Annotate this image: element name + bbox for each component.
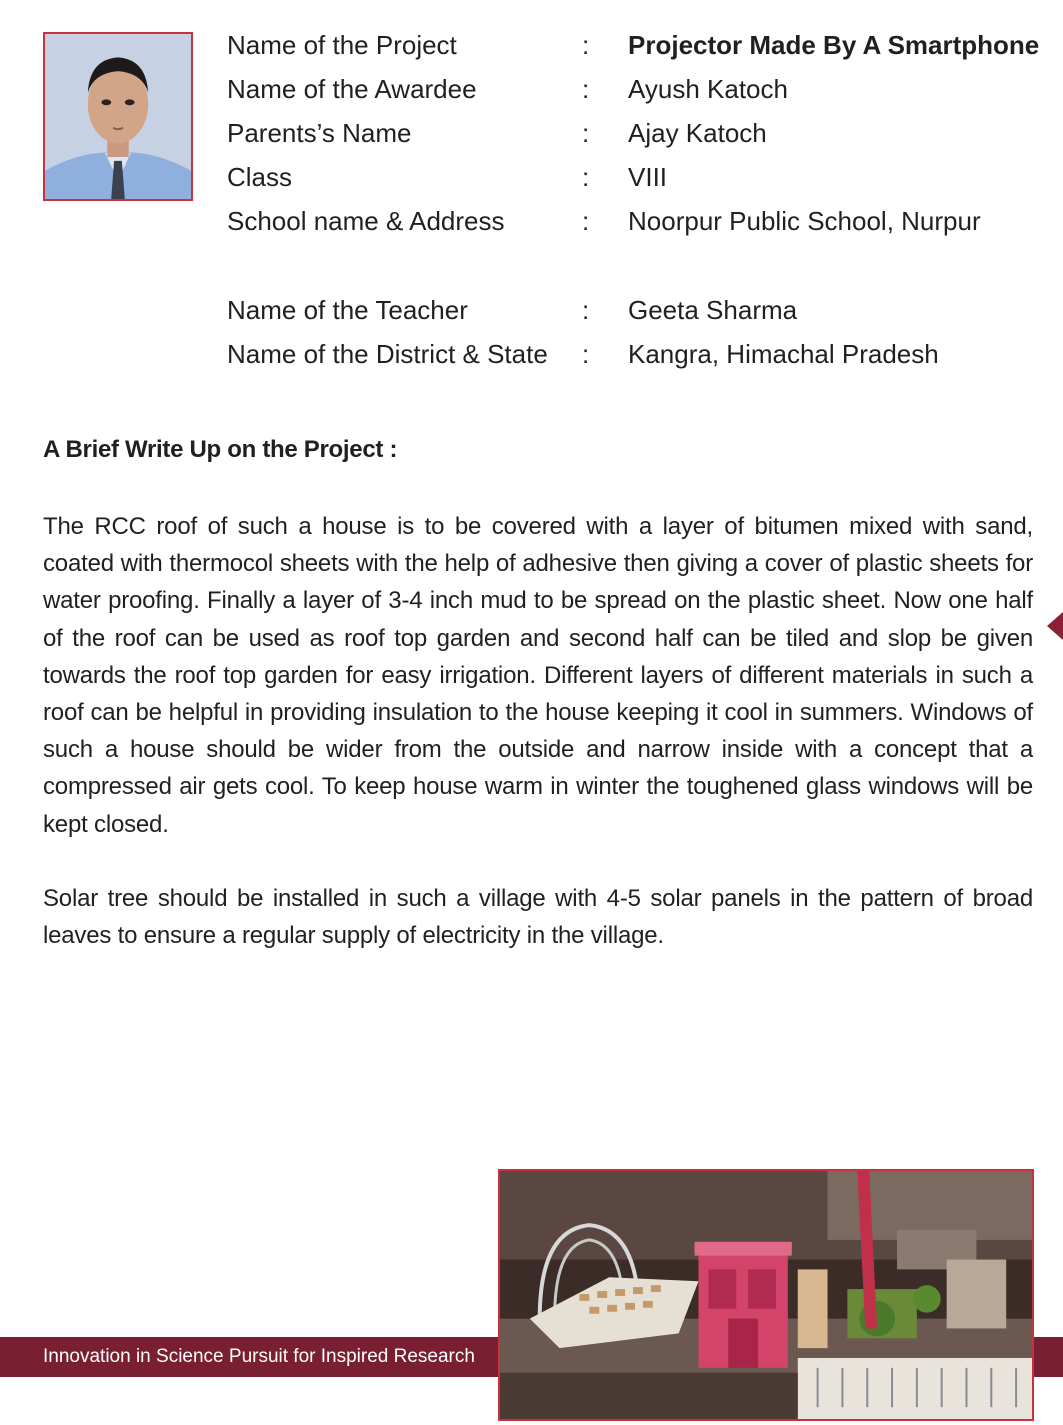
writeup-paragraph: The RCC roof of such a house is to be covered with a layer of bitumen mixed with sand, coated with thermocol sheets with the help of adhesive then giving a cover of plastic sheets for water proofing. Finally a layer of 3-4 inch mud to be spread on the plastic sheet. Now one half of the roof can be used as roof top garden and second half can be tiled and slop be given towards the roof top garden for easy irrigation. Different layers of different materials in such a roof can be helpful in providing insulation to the house keeping it cool in summers. Windows of such a house should be wider from the outside and narrow inside with a concept that a compressed air gets cool. To keep house warm in winter the toughened glass windows will be kept closed. <box>43 513 1033 838</box>
detail-colon: : <box>582 339 590 369</box>
writeup-paragraph: Solar tree should be installed in such a village with 4-5 solar panels in the pattern of broad leaves to ensure a regular supply of electricity in the village. <box>43 885 1033 950</box>
detail-label: Parents’s Name <box>227 118 412 148</box>
writeup-heading: A Brief Write Up on the Project : <box>43 436 398 463</box>
detail-colon: : <box>582 74 590 104</box>
detail-label: School name & Address <box>227 206 505 236</box>
detail-colon: : <box>582 30 590 60</box>
detail-colon: : <box>582 118 590 148</box>
footer-tagline: Innovation in Science Pursuit for Inspired Research <box>43 1346 475 1367</box>
detail-label: Name of the Project <box>227 30 457 60</box>
project-model-photo <box>498 1169 1034 1421</box>
detail-label: Name of the Awardee <box>227 74 477 104</box>
page-edge-marker <box>1047 612 1063 640</box>
detail-label: Class <box>227 162 293 192</box>
detail-value: Projector Made By A Smartphone <box>628 30 1040 60</box>
detail-value: Geeta Sharma <box>628 295 798 325</box>
detail-value: Ayush Katoch <box>628 74 788 104</box>
detail-value: Kangra, Himachal Pradesh <box>628 339 939 369</box>
detail-colon: : <box>582 162 590 192</box>
detail-colon: : <box>582 206 590 236</box>
detail-value: Ajay Katoch <box>628 118 767 148</box>
detail-colon: : <box>582 295 590 325</box>
awardee-photo <box>43 32 193 201</box>
detail-label: Name of the District & State <box>227 339 548 369</box>
detail-label: Name of the Teacher <box>227 295 468 325</box>
detail-value: Noorpur Public School, Nurpur <box>628 206 981 236</box>
detail-value: VIII <box>628 162 668 192</box>
